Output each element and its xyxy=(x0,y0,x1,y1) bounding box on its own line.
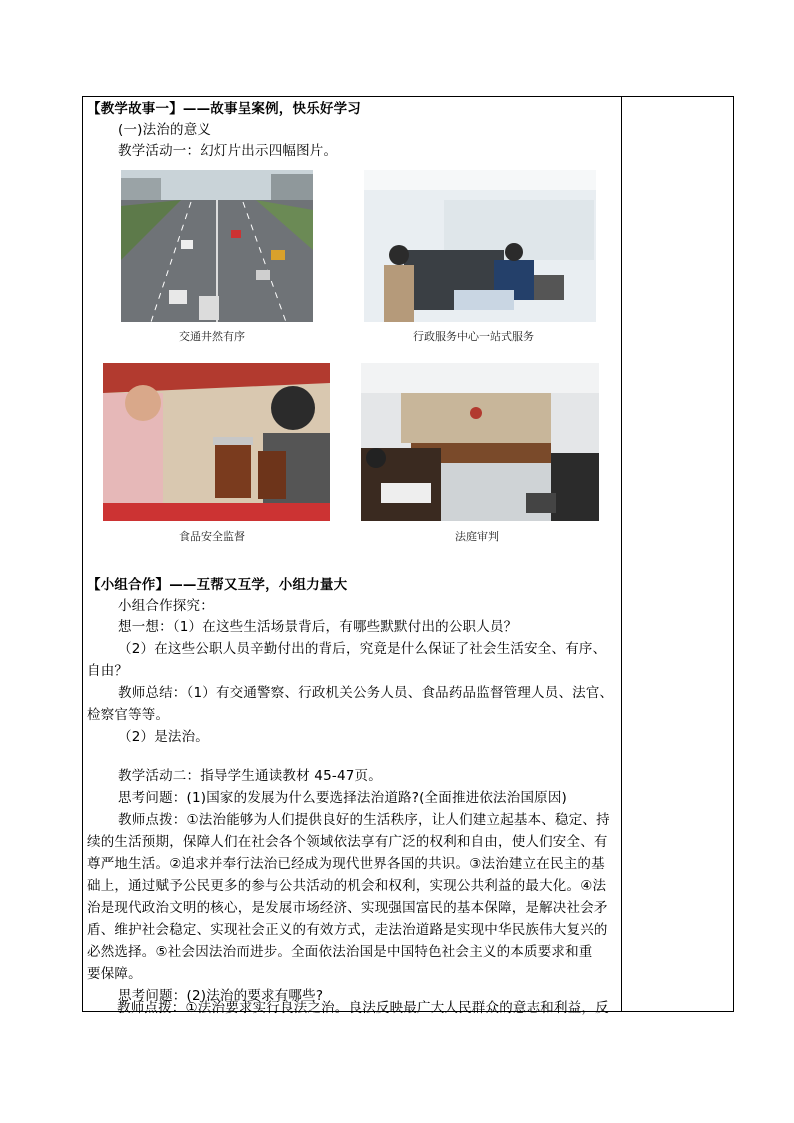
explain-line: 续的生活预期，保障人们在社会各个领域依法享有广泛的权利和自由，使人们安全、有 xyxy=(87,834,608,850)
explain-line: 要保障。 xyxy=(87,966,142,982)
subsection-title: (一)法治的意义 xyxy=(118,122,212,138)
think-question-2: （2）在这些公职人员辛勤付出的背后，究竟是什么保证了社会生活安全、有序、 xyxy=(118,641,607,657)
teacher-summary-2: （2）是法治。 xyxy=(118,729,209,745)
think-question-1: 想一想：（1）在这些生活场景背后，有哪些默默付出的公职人员？ xyxy=(118,619,518,635)
explain-line-last: 教师点拨：①法治要求实行良法之治。良法反映最广大人民群众的意志和利益，反 xyxy=(117,1000,609,1016)
figure-caption: 法庭审判 xyxy=(455,530,499,543)
lesson-table xyxy=(82,96,734,1012)
explain-line: 教师点拨：①法治能够为人们提供良好的生活秩序，让人们建立起基本、稳定、持 xyxy=(118,812,610,828)
explain-line: 础上，通过赋予公民更多的参与公共活动的机会和权利，实现公共利益的最大化。④法 xyxy=(87,878,607,894)
explain-line: 尊严地生活。②追求并奉行法治已经成为现代世界各国的共识。③法治建立在民主的基 xyxy=(87,856,605,872)
activity-one: 教学活动一：幻灯片出示四幅图片。 xyxy=(118,143,338,159)
teacher-summary: 教师总结：（1）有交通警察、行政机关公务人员、食品药品监督管理人员、法官、 xyxy=(118,685,614,701)
group-explore: 小组合作探究： xyxy=(118,598,214,614)
question-1: 思考问题：(1)国家的发展为什么要选择法治道路?(全面推进依法治国原因) xyxy=(118,790,568,806)
traffic-road-photo xyxy=(121,170,313,322)
explain-line: 治是现代政治文明的核心，是发展市场经济、实现强国富民的基本保障，是解决社会矛 xyxy=(87,900,608,916)
column-divider xyxy=(621,97,622,1011)
explain-line: 必然选择。⑤社会因法治而进步。全面依法治国是中国特色社会主义的本质要求和重 xyxy=(87,944,593,960)
content-cell xyxy=(83,97,621,1011)
food-inspection-photo xyxy=(103,363,330,521)
courtroom-photo xyxy=(361,363,599,521)
figure-caption: 交通井然有序 xyxy=(179,330,245,343)
figure-caption: 食品安全监督 xyxy=(179,530,245,543)
activity-two-title: 教学活动二：指导学生通读教材 45-47页。 xyxy=(118,768,382,784)
service-center-photo xyxy=(364,170,596,322)
explain-line: 盾、维护社会稳定、实现社会正义的有效方式，走法治道路是实现中华民族伟大复兴的 xyxy=(87,922,608,938)
question-2: 思考问题：(2)法治的要求有哪些? xyxy=(118,988,324,1004)
teacher-summary-cont: 检察官等等。 xyxy=(87,707,170,723)
group-header: 【小组合作】——互帮又互学，小组力量大 xyxy=(87,577,348,593)
figure-caption: 行政服务中心一站式服务 xyxy=(413,330,534,343)
story-header: 【教学故事一】——故事呈案例，快乐好学习 xyxy=(87,101,361,117)
think-question-2-cont: 自由？ xyxy=(87,663,129,679)
